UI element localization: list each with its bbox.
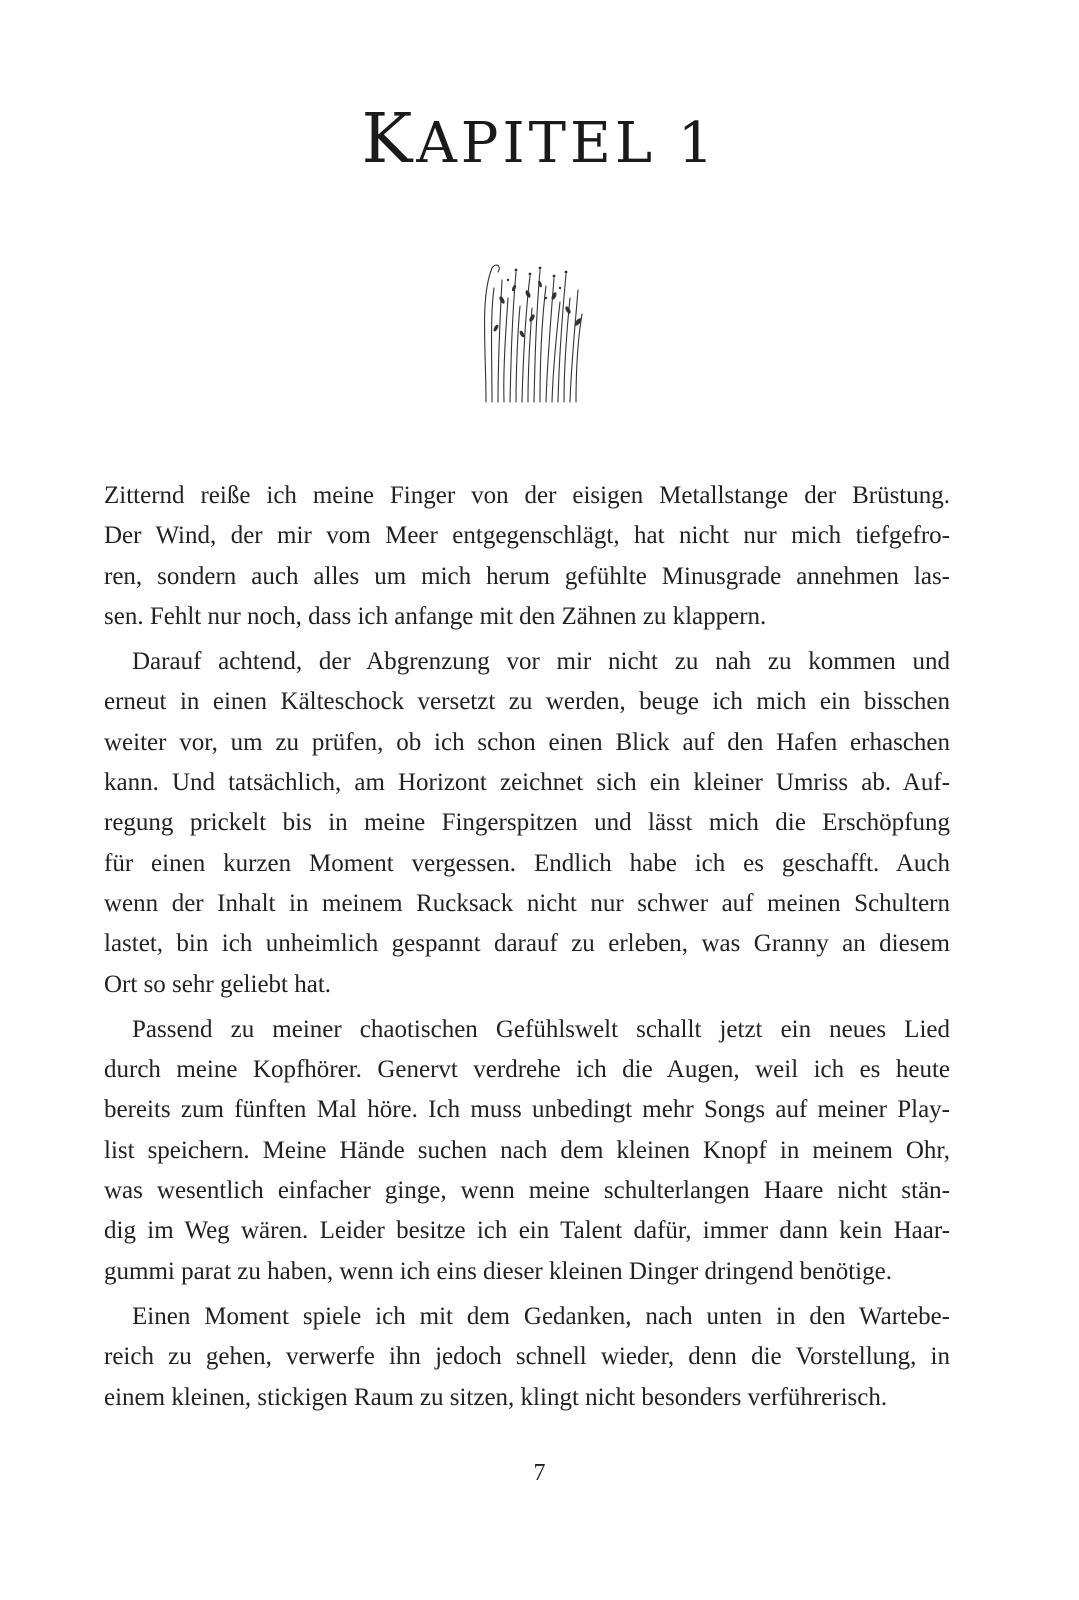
- text-line: weiter vor, um zu prüfen, ob ich schon einen Blick auf den Hafen erhaschen: [104, 728, 950, 756]
- text-line: gummi parat zu haben, wenn ich eins dieser kleinen Dinger dringend benötige.: [104, 1257, 892, 1285]
- text-line: Der Wind, der mir vom Meer entgegenschlägt, hat nicht nur mich tiefgefro-: [104, 522, 950, 550]
- text-line: einem kleinen, stickigen Raum zu sitzen, klingt nicht besonders verführerisch.: [104, 1383, 888, 1411]
- grass-stalks-icon: [478, 258, 590, 408]
- text-line: dig im Weg wären. Leider besitze ich ein Talent dafür, immer dann kein Haar-: [104, 1217, 950, 1245]
- text-line: was wesentlich einfacher ginge, wenn meine schulterlangen Haare nicht stän-: [104, 1177, 950, 1205]
- text-line: lastet, bin ich unheimlich gespannt darauf zu erleben, was Granny an diesem: [104, 930, 950, 958]
- paragraph-4: [104, 1297, 950, 1418]
- text-line: Zitternd reiße ich meine Finger von der eisigen Metallstange der Brüstung.: [104, 482, 950, 509]
- text-line: für einen kurzen Moment vergessen. Endlich habe ich es geschafft. Auch: [104, 849, 950, 877]
- text-line: kann. Und tatsächlich, am Horizont zeichnet sich ein kleiner Umriss ab. Auf-: [104, 769, 950, 797]
- body-text: [104, 476, 950, 1423]
- text-line: regung prickelt bis in meine Fingerspitzen und lässt mich die Erschöpfung: [104, 809, 950, 837]
- text-line: reich zu gehen, verwerfe ihn jedoch schnell wieder, denn die Vorstellung, in: [104, 1343, 950, 1371]
- text-line: Darauf achtend, der Abgrenzung vor mir nicht zu nah zu kommen und: [132, 648, 950, 676]
- text-line: durch meine Kopfhörer. Genervt verdrehe ich die Augen, weil ich es heute: [104, 1056, 950, 1084]
- paragraph-1: [104, 476, 950, 637]
- chapter-title: [0, 100, 1079, 179]
- paragraph-3: [104, 1010, 950, 1292]
- text-line: sen. Fehlt nur noch, dass ich anfange mit den Zähnen zu klappern.: [104, 602, 767, 630]
- text-line: ren, sondern auch alles um mich herum gefühlte Minusgrade annehmen las-: [104, 562, 950, 590]
- text-line: bereits zum fünften Mal höre. Ich muss unbedingt mehr Songs auf meiner Play-: [104, 1096, 950, 1124]
- text-line: wenn der Inhalt in meinem Rucksack nicht nur schwer auf meinen Schultern: [104, 889, 950, 917]
- chapter-title-initial: K: [361, 100, 417, 179]
- text-line: Einen Moment spiele ich mit dem Gedanken, nach unten in den Wartebe-: [132, 1302, 950, 1330]
- text-line: Passend zu meiner chaotischen Gefühlswelt schallt jetzt ein neues Lied: [132, 1015, 950, 1043]
- page-number: 7: [533, 1460, 546, 1486]
- paragraph-2: [104, 642, 950, 1005]
- text-line: list speichern. Meine Hände suchen nach dem kleinen Knopf in meinem Ohr,: [104, 1136, 950, 1164]
- chapter-title-rest: APITEL 1: [416, 111, 718, 176]
- text-line: Ort so sehr geliebt hat.: [104, 970, 332, 998]
- text-line: erneut in einen Kälteschock versetzt zu werden, beuge ich mich ein bisschen: [104, 688, 950, 716]
